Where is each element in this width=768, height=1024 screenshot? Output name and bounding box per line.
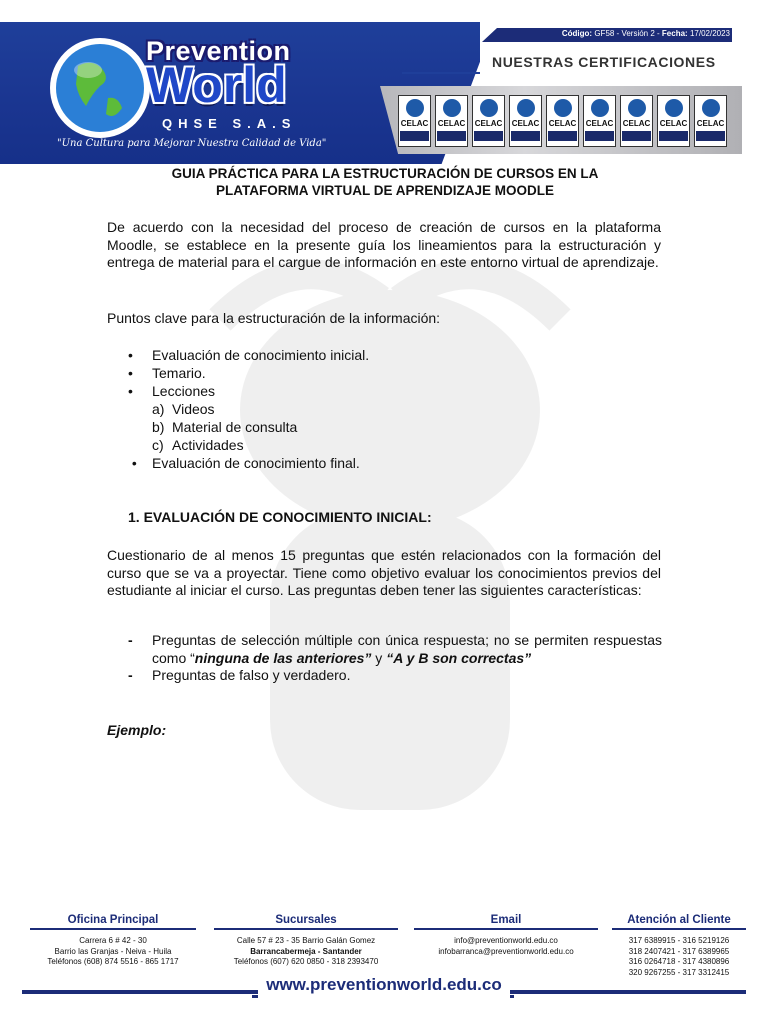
logo-prevention-text: Prevention bbox=[146, 36, 291, 66]
seal-icon bbox=[443, 99, 461, 117]
seal-icon bbox=[702, 99, 720, 117]
certification-badge: CELAC bbox=[509, 95, 542, 147]
seal-icon bbox=[406, 99, 424, 117]
seal-icon bbox=[554, 99, 572, 117]
document-code bbox=[490, 29, 730, 38]
slogan: "Una Cultura para Mejorar Nuestra Calidad de Vida" bbox=[57, 138, 327, 149]
sub-list-item: a) Videos bbox=[152, 401, 215, 417]
logo-world-text: World bbox=[146, 57, 287, 113]
email-link[interactable]: infobarranca@preventionworld.edu.co bbox=[438, 946, 574, 956]
footer-branches: Sucursales Calle 57 # 23 - 35 Barrio Galán Gomez Barrancabermeja - Santander Teléfonos (607) 620 0850 - 318 2393470 bbox=[214, 914, 398, 968]
list-item: • Temario. bbox=[128, 365, 206, 381]
document-title bbox=[100, 165, 670, 199]
list-item: • Evaluación de conocimiento final. bbox=[128, 455, 360, 471]
list-item: - Preguntas de selección múltiple con única respuesta; no se permiten respuestas como “ninguna de las anteriores” y “A y B son correctas” bbox=[128, 632, 662, 666]
seal-icon bbox=[480, 99, 498, 117]
seal-icon bbox=[665, 99, 683, 117]
globe-icon bbox=[48, 36, 152, 140]
certification-badge: CELAC bbox=[546, 95, 579, 147]
email-link[interactable]: info@preventionworld.edu.co bbox=[454, 936, 558, 945]
question-rules-list bbox=[128, 632, 662, 685]
sub-list-item: c) Actividades bbox=[152, 437, 244, 453]
title-line-2: PLATAFORMA VIRTUAL DE APRENDIZAJE MOODLE bbox=[215, 183, 554, 198]
title-line-1: GUIA PRÁCTICA PARA LA ESTRUCTURACIÓN DE CURSOS EN LA bbox=[171, 166, 599, 181]
sub-list-item: b) Material de consulta bbox=[152, 419, 298, 435]
certification-badge: CELAC bbox=[435, 95, 468, 147]
example-label: Ejemplo: bbox=[107, 722, 167, 738]
code-label: Código: bbox=[561, 29, 593, 38]
certification-badge: CELAC bbox=[583, 95, 616, 147]
certification-badge: CELAC bbox=[657, 95, 690, 147]
footer-office: Oficina Principal Carrera 6 # 42 - 30 Barrio las Granjas - Neiva - Huila Teléfonos (608) 874 5516 - 865 1717 bbox=[30, 914, 196, 968]
list-item: - Preguntas de falso y verdadero. bbox=[128, 667, 351, 683]
certification-badge: CELAC bbox=[620, 95, 653, 147]
footer-email: Email info@preventionworld.edu.co infobarranca@preventionworld.edu.co bbox=[414, 914, 598, 957]
list-item: • Lecciones bbox=[128, 383, 216, 399]
key-points-intro: Puntos clave para la estructuración de la información: bbox=[107, 310, 441, 326]
certification-badge: CELAC bbox=[694, 95, 727, 147]
website-link[interactable]: www.preventionworld.edu.co bbox=[258, 972, 510, 998]
seal-icon bbox=[628, 99, 646, 117]
certification-badge: CELAC bbox=[398, 95, 431, 147]
section-heading: 1. EVALUACIÓN DE CONOCIMIENTO INICIAL: bbox=[128, 509, 432, 525]
certifications-title: NUESTRAS CERTIFICACIONES bbox=[492, 54, 716, 70]
list-item: • Evaluación de conocimiento inicial. bbox=[128, 347, 370, 363]
intro-paragraph: De acuerdo con la necesidad del proceso de creación de cursos en la plataforma Moodle, se establece en la presente guía los lineamientos para la estructuración y entrega de material para el cargue de información en este entorno virtual de aprendizaje. bbox=[107, 219, 661, 270]
logo-qhse-text: QHSE S.A.S bbox=[162, 116, 297, 131]
section-paragraph: Cuestionario de al menos 15 preguntas que estén relacionados con la formación del curso que se va a proyectar. Tiene como objetivo evaluar los conocimientos previos del estudiante al iniciar el curso. Las preguntas deben tener las siguientes características: bbox=[107, 547, 661, 598]
certification-badges bbox=[398, 95, 727, 147]
date-label: Fecha: bbox=[661, 29, 688, 38]
code-value: GF58 - Versión 2 - bbox=[594, 29, 660, 38]
date-value: 17/02/2023 bbox=[689, 29, 730, 38]
seal-icon bbox=[517, 99, 535, 117]
key-points-list bbox=[128, 346, 369, 472]
certifications-rule bbox=[402, 72, 480, 74]
footer-support: Atención al Cliente 317 6389915 - 316 5219126 318 2407421 - 317 6389965 316 0264718 - 317 4380896 320 9267255 - 317 3312415 bbox=[612, 914, 746, 978]
certification-badge: CELAC bbox=[472, 95, 505, 147]
seal-icon bbox=[591, 99, 609, 117]
